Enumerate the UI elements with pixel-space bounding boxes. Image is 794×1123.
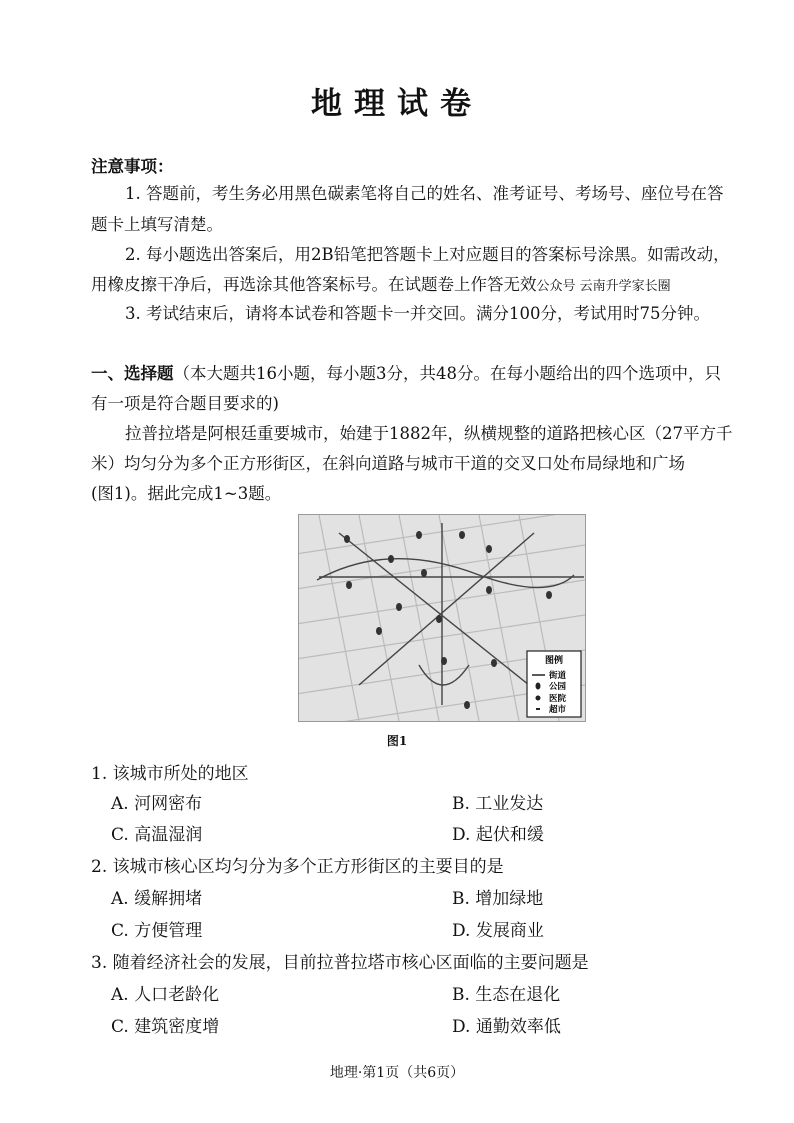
legend-hospital-symbol xyxy=(536,696,541,701)
question-3-option-a: A. 人口老龄化 xyxy=(111,985,220,1005)
notes-heading: 注意事项： xyxy=(91,157,174,176)
passage-line-3: (图1)。据此完成1~3题。 xyxy=(91,484,282,503)
question-2-option-b: B. 增加绿地 xyxy=(452,889,544,909)
question-1-option-d: D. 起伏和缓 xyxy=(452,825,544,845)
section-1-desc-1: （本大题共16小题，每小题3分，共48分。在每小题给出的四个选项中，只 xyxy=(173,364,721,383)
legend-supermarket-symbol xyxy=(536,708,540,710)
question-2-option-d: D. 发展商业 xyxy=(452,921,544,941)
city-map-figure xyxy=(298,514,586,722)
question-1-stem: 1. 该城市所处的地区 xyxy=(91,764,249,784)
page-title: 地理试卷 xyxy=(311,86,483,122)
section-1-desc-2: 有一项是符合题目要求的) xyxy=(91,394,279,413)
city-map xyxy=(299,515,585,721)
question-3-option-c: C. 建筑密度增 xyxy=(111,1017,220,1037)
note-1-line-2: 题卡上填写清楚。 xyxy=(91,215,223,234)
legend-supermarket-label: 超市 xyxy=(549,705,567,715)
question-3-option-b: B. 生态在退化 xyxy=(452,985,561,1005)
legend-street-label: 街道 xyxy=(549,671,567,681)
page-footer: 地理·第1页（共6页） xyxy=(329,1065,465,1081)
question-3-option-d: D. 通勤效率低 xyxy=(452,1017,561,1037)
question-3-stem: 3. 随着经济社会的发展，目前拉普拉塔市核心区面临的主要问题是 xyxy=(91,953,589,973)
section-1-line-1 xyxy=(91,363,721,385)
watermark-text: 公众号 云南升学家长圈 xyxy=(536,279,671,294)
legend-hospital-label: 医院 xyxy=(549,694,567,704)
note-2-line-2 xyxy=(91,274,671,298)
question-2-option-c: C. 方便管理 xyxy=(111,921,203,941)
question-1-option-b: B. 工业发达 xyxy=(452,794,544,814)
passage-line-1: 拉普拉塔是阿根廷重要城市，始建于1882年，纵横规整的道路把核心区（27平方千 xyxy=(125,424,733,443)
section-1-heading: 一、选择题 xyxy=(91,364,174,383)
question-1-option-c: C. 高温湿润 xyxy=(111,825,203,845)
map-legend xyxy=(527,651,581,717)
note-1-line-1: 1. 答题前，考生务必用黑色碳素笔将自己的姓名、准考证号、考场号、座位号在答 xyxy=(125,184,724,203)
question-1-option-a: A. 河网密布 xyxy=(111,794,203,814)
note-3-line-1: 3. 考试结束后，请将本试卷和答题卡一并交回。满分100分，考试用时75分钟。 xyxy=(125,304,710,323)
figure-caption: 图1 xyxy=(386,734,408,748)
legend-park-label: 公园 xyxy=(549,682,567,692)
question-2-option-a: A. 缓解拥堵 xyxy=(111,889,203,909)
note-2-line-1: 2. 每小题选出答案后，用2B铅笔把答题卡上对应题目的答案标号涂黑。如需改动， xyxy=(125,245,730,264)
legend-park-symbol xyxy=(536,683,541,690)
passage-line-2: 米）均匀分为多个正方形街区，在斜向道路与城市干道的交叉口处布局绿地和广场 xyxy=(91,454,685,473)
question-2-stem: 2. 该城市核心区均匀分为多个正方形街区的主要目的是 xyxy=(91,857,504,877)
legend-title: 图例 xyxy=(544,656,564,666)
note-2-line-2-text: 用橡皮擦干净后，再选涂其他答案标号。在试题卷上作答无效 xyxy=(91,275,537,294)
